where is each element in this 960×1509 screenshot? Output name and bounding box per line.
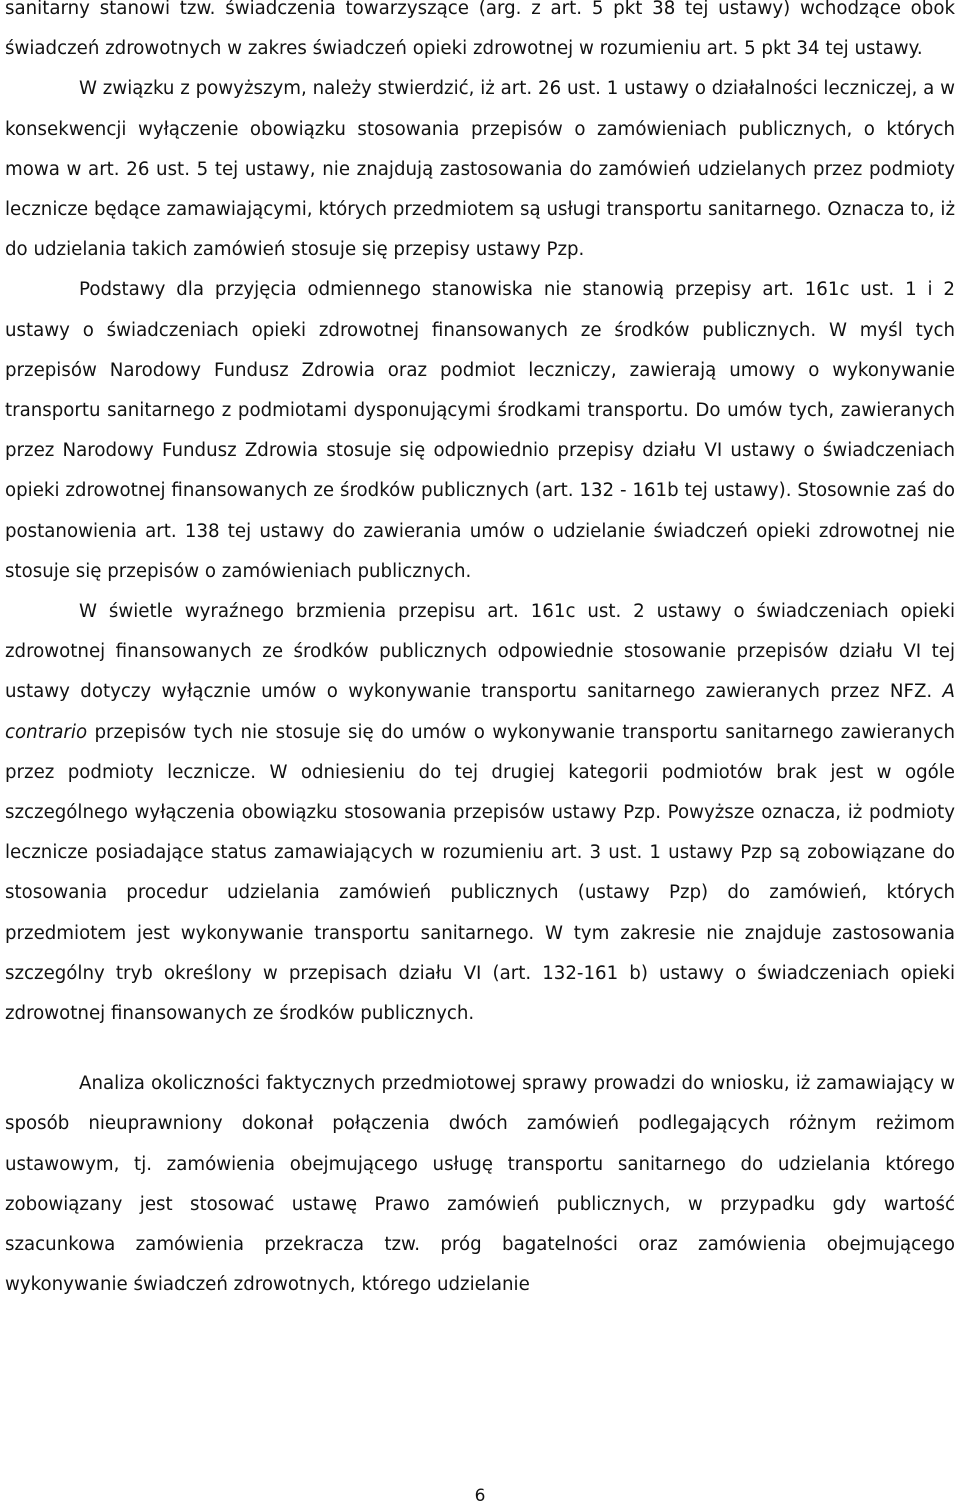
document-page [5, 0, 955, 1306]
paragraph-4-text-start: W świetle wyraźnego brzmienia przepisu art. 161c ust. 2 ustawy o świadczeniach opieki zdrowotnej finansowanych ze środków publicznych odpowiednie stosowanie przepisów działu VI tej ustawy dotyczy wyłącznie umów o wykonywanie transportu sanitarnego zawieranych przez NFZ. [5, 601, 955, 703]
paragraph-4 [5, 592, 955, 1034]
paragraph-4-text-end: przepisów tych nie stosuje się do umów o wykonywanie transportu sanitarnego zawieranych przez podmioty lecznicze. W odniesieniu do tej drugiej kategorii podmiotów brak jest w ogóle szczególnego wyłączenia obowiązku stosowania przepisów ustawy Pzp. Powyższe oznacza, iż podmioty lecznicze posiadające status zamawiających w rozumieniu art. 3 ust. 1 ustawy Pzp są zobowiązane do stosowania procedur udzielania zamówień publicznych (ustawy Pzp) do zamówień, których przedmiotem jest wykonywanie transportu sanitarnego. W tym zakresie nie znajduje zastosowania szczególny tryb określony w przepisach działu VI (art. 132-161 b) ustawy o świadczeniach opieki zdrowotnej finansowanych ze środków publicznych. [5, 721, 955, 1025]
paragraph-3 [5, 270, 955, 592]
paragraph-2 [5, 69, 955, 270]
paragraph-3-text: Podstawy dla przyjęcia odmiennego stanowiska nie stanowią przepisy art. 161c ust. 1 i 2 ustawy o świadczeniach opieki zdrowotnej finansowanych ze środków publicznych. W myśl tych przepisów Narodowy Fundusz Zdrowia oraz podmiot leczniczy, zawierają umowy o wykonywanie transportu sanitarnego z podmiotami dysponującymi środkami transportu. Do umów tych, zawieranych przez Narodowy Fundusz Zdrowia stosuje się odpowiednio przepisy działu VI ustawy o świadczeniach opieki zdrowotnej finansowanych ze środków publicznych (art. 132 - 161b tej ustawy). Stosownie zaś do postanowienia art. 138 tej ustawy do zawierania umów o udzielanie świadczeń opieki zdrowotnej nie stosuje się przepisów o zamówieniach publicznych. [5, 279, 955, 582]
a-contrario-italic: A contrario [5, 681, 955, 743]
paragraph-5 [5, 1064, 955, 1305]
page-number: 6 [474, 1486, 486, 1506]
paragraph-1-text: sanitarny stanowi tzw. świadczenia towarzyszące (arg. z art. 5 pkt 38 tej ustawy) wchodzące obok świadczeń zdrowotnych w zakres świadczeń opieki zdrowotnej w rozumieniu art. 5 pkt 34 tej ustawy. [5, 0, 955, 60]
paragraph-1 [5, 0, 955, 69]
paragraph-2-text: W związku z powyższym, należy stwierdzić, iż art. 26 ust. 1 ustawy o działalności leczniczej, a w konsekwencji wyłączenie obowiązku stosowania przepisów o zamówieniach publicznych, o których mowa w art. 26 ust. 5 tej ustawy, nie znajdują zastosowania do zamówień udzielanych przez podmioty lecznicze będące zamawiającymi, których przedmiotem są usługi transportu sanitarnego. Oznacza to, iż do udzielania takich zamówień stosuje się przepisy ustawy Pzp. [5, 78, 955, 261]
paragraph-5-text: Analiza okoliczności faktycznych przedmiotowej sprawy prowadzi do wniosku, iż zamawiający w sposób nieuprawniony dokonał połączenia dwóch zamówień podlegających różnym reżimom ustawowym, tj. zamówienia obejmującego usługę transportu sanitarnego do udzielania którego zobowiązany jest stosować ustawę Prawo zamówień publicznych, w przypadku gdy wartość szacunkowa zamówienia przekracza tzw. próg bagatelności oraz zamówienia obejmującego wykonywanie świadczeń zdrowotnych, którego udzielanie [5, 1073, 955, 1296]
